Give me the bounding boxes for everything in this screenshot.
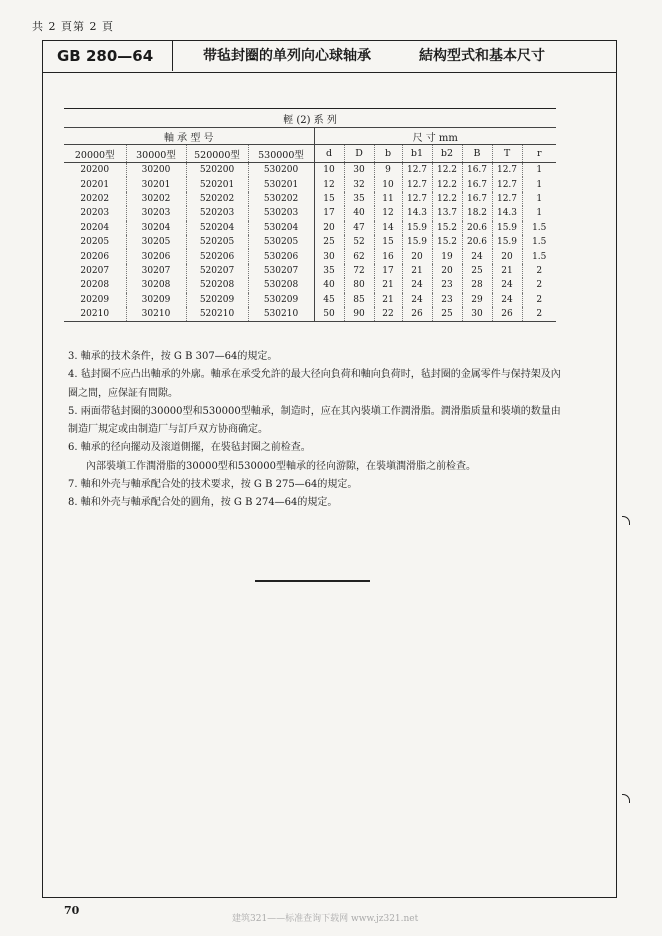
table-cell: 12.2	[432, 192, 462, 206]
table-row	[64, 177, 556, 191]
table-cell: 50	[314, 307, 344, 322]
table-cell: 15.2	[432, 221, 462, 235]
table-row	[64, 278, 556, 292]
table-cell: 25	[314, 235, 344, 249]
table-cell: 12.2	[432, 163, 462, 178]
table-cell: 1	[522, 163, 556, 178]
table-cell: 21	[374, 278, 402, 292]
table-cell: 30201	[126, 177, 186, 191]
column-header: 530000型	[248, 145, 314, 163]
table-cell: 10	[374, 177, 402, 191]
title-bar	[43, 41, 616, 73]
table-cell: 30	[344, 163, 374, 178]
table-cell: 1	[522, 206, 556, 220]
table-row	[64, 235, 556, 249]
table-cell: 1	[522, 192, 556, 206]
table-cell: 24	[492, 278, 522, 292]
standard-code: GB 280—64	[43, 41, 173, 71]
table-cell: 12.7	[402, 192, 432, 206]
table-row	[64, 206, 556, 220]
table-cell: 520204	[186, 221, 248, 235]
dimensions-table	[64, 108, 556, 322]
table-cell: 30205	[126, 235, 186, 249]
technical-notes	[68, 348, 568, 513]
table-cell: 520200	[186, 163, 248, 178]
table-cell: 12.2	[432, 177, 462, 191]
table-cell: 530203	[248, 206, 314, 220]
table-cell: 45	[314, 293, 344, 307]
table-cell: 23	[432, 293, 462, 307]
table-cell: 530209	[248, 293, 314, 307]
table-cell: 52	[344, 235, 374, 249]
table-cell: 30203	[126, 206, 186, 220]
table-cell: 20206	[80, 251, 110, 262]
column-header: b	[374, 145, 402, 163]
table-cell: 30209	[126, 293, 186, 307]
table-cell: 30	[314, 249, 344, 263]
table-cell: 20208	[80, 280, 110, 291]
table-cell: 35	[344, 192, 374, 206]
note-item: 7. 軸和外壳与軸承配合处的技术要求，按 G B 275—64的規定。	[68, 479, 358, 491]
note-item: 4. 毡封圈不应凸出軸承的外廓。軸承在承受允許的最大径向負荷和軸向負荷时，毡封圈的金属零件与保持架及內圈之間，应保証有間隙。	[68, 369, 561, 399]
table-cell: 80	[344, 278, 374, 292]
table-cell: 520201	[186, 177, 248, 191]
table-cell: 23	[432, 278, 462, 292]
table-cell: 530206	[248, 249, 314, 263]
table-cell: 30210	[126, 307, 186, 322]
table-cell: 530202	[248, 192, 314, 206]
note-item: 8. 軸和外壳与軸承配合处的圓角，按 G B 274—64的規定。	[68, 497, 338, 509]
table-cell: 62	[344, 249, 374, 263]
table-cell: 21	[402, 264, 432, 278]
table-cell: 2	[522, 307, 556, 322]
table-cell: 530207	[248, 264, 314, 278]
table-row	[64, 221, 556, 235]
column-header: b1	[402, 145, 432, 163]
table-cell: 30206	[126, 249, 186, 263]
table-cell: 20205	[80, 237, 110, 248]
table-cell: 26	[492, 307, 522, 322]
column-header: 520000型	[186, 145, 248, 163]
table-row	[64, 264, 556, 278]
table-row	[64, 163, 556, 178]
note-item: 5. 兩面带毡封圈的30000型和530000型軸承，制造时，应在其內裝塡工作潤滑脂。潤滑脂质量和裝塡的数量由制造厂規定或由制造厂与訂戶双方协商确定。	[68, 405, 561, 436]
table-cell: 520205	[186, 235, 248, 249]
table-cell: 40	[344, 206, 374, 220]
table-cell: 2	[522, 293, 556, 307]
table-cell: 1	[522, 177, 556, 191]
dimensions-group-header: 尺 寸 mm	[314, 128, 556, 145]
standard-subtitle: 結构型式和基本尺寸	[419, 48, 545, 64]
column-header: B	[462, 145, 492, 163]
table-cell: 15.9	[492, 235, 522, 249]
table-row	[64, 293, 556, 307]
table-cell: 12	[374, 206, 402, 220]
table-cell: 530200	[248, 163, 314, 178]
table-cell: 19	[432, 249, 462, 263]
table-cell: 21	[374, 293, 402, 307]
table-cell: 15.2	[432, 235, 462, 249]
table-cell: 21	[492, 264, 522, 278]
table-cell: 30204	[126, 221, 186, 235]
note-item: 內部裝塡工作潤滑脂的30000型和530000型軸承的径向游隙，在裝塡潤滑脂之前检查。	[86, 460, 476, 472]
standard-title: 带毡封圈的单列向心球轴承	[203, 48, 371, 64]
table-cell: 20200	[80, 165, 110, 176]
table-cell: 520206	[186, 249, 248, 263]
table-cell: 28	[462, 278, 492, 292]
table-row	[64, 307, 556, 322]
series-title: 輕 (2) 系 列	[64, 109, 556, 128]
column-header: 20000型	[64, 145, 126, 163]
table-cell: 530204	[248, 221, 314, 235]
table-cell: 20	[402, 249, 432, 263]
watermark: 建筑321——标准查询下载网 www.jz321.net	[232, 914, 419, 924]
table-cell: 2	[522, 278, 556, 292]
table-cell: 20209	[80, 294, 110, 305]
table-cell: 32	[344, 177, 374, 191]
note-item: 3. 軸承的技术条件，按 G B 307—64的規定。	[68, 351, 278, 362]
table-cell: 25	[462, 264, 492, 278]
table-cell: 20207	[80, 265, 110, 276]
table-cell: 30208	[126, 278, 186, 292]
table-cell: 17	[314, 206, 344, 220]
table-cell: 13.7	[432, 206, 462, 220]
margin-mark	[622, 516, 630, 525]
table-cell: 16	[374, 249, 402, 263]
table-cell: 16.7	[462, 177, 492, 191]
table-cell: 1.5	[522, 221, 556, 235]
table-cell: 20202	[80, 193, 110, 204]
table-cell: 530210	[248, 307, 314, 322]
table-cell: 24	[402, 278, 432, 292]
end-rule	[255, 580, 370, 582]
table-cell: 30200	[126, 163, 186, 178]
column-header: r	[522, 145, 556, 163]
table-cell: 15.9	[402, 235, 432, 249]
note-item: 6. 軸承的径向擺动及滚道側擺，在裝毡封圈之前检查。	[68, 442, 311, 454]
table-cell: 30	[462, 307, 492, 322]
table-cell: 12.7	[492, 192, 522, 206]
table-cell: 12.7	[492, 177, 522, 191]
table-cell: 22	[374, 307, 402, 322]
table-cell: 2	[522, 264, 556, 278]
table-cell: 520202	[186, 192, 248, 206]
table-cell: 15	[314, 192, 344, 206]
table-cell: 20203	[80, 208, 110, 219]
table-cell: 24	[492, 293, 522, 307]
margin-mark	[622, 794, 630, 803]
table-cell: 24	[402, 293, 432, 307]
column-header: D	[344, 145, 374, 163]
bearing-type-group-header: 軸 承 型 号	[64, 128, 314, 145]
page-number: 70	[64, 904, 80, 917]
table-cell: 14.3	[492, 206, 522, 220]
table-cell: 20	[492, 249, 522, 263]
table-cell: 530208	[248, 278, 314, 292]
table-cell: 29	[462, 293, 492, 307]
table-cell: 1.5	[522, 249, 556, 263]
table-cell: 16.7	[462, 163, 492, 178]
table-row	[64, 249, 556, 263]
table-cell: 530205	[248, 235, 314, 249]
table-cell: 85	[344, 293, 374, 307]
page-count-header: 共 2 頁第 2 頁	[32, 20, 114, 33]
table-cell: 20.6	[462, 221, 492, 235]
table-cell: 18.2	[462, 206, 492, 220]
table-cell: 14	[374, 221, 402, 235]
table-cell: 26	[402, 307, 432, 322]
table-cell: 12	[314, 177, 344, 191]
table-cell: 520203	[186, 206, 248, 220]
table-cell: 15	[374, 235, 402, 249]
column-header: b2	[432, 145, 462, 163]
table-cell: 12.7	[402, 177, 432, 191]
table-cell: 35	[314, 264, 344, 278]
table-cell: 530201	[248, 177, 314, 191]
table-cell: 72	[344, 264, 374, 278]
column-header: d	[314, 145, 344, 163]
table-cell: 12.7	[402, 163, 432, 178]
table-cell: 20204	[80, 222, 110, 233]
table-cell: 9	[374, 163, 402, 178]
table-cell: 20.6	[462, 235, 492, 249]
table-cell: 40	[314, 278, 344, 292]
table-cell: 20	[314, 221, 344, 235]
column-header: T	[492, 145, 522, 163]
table-cell: 20	[432, 264, 462, 278]
table-cell: 14.3	[402, 206, 432, 220]
table-cell: 520208	[186, 278, 248, 292]
table-cell: 520207	[186, 264, 248, 278]
table-cell: 10	[314, 163, 344, 178]
table-cell: 520210	[186, 307, 248, 322]
table-row	[64, 192, 556, 206]
table-cell: 17	[374, 264, 402, 278]
table-cell: 15.9	[492, 221, 522, 235]
table-cell: 24	[462, 249, 492, 263]
table-cell: 11	[374, 192, 402, 206]
table-cell: 47	[344, 221, 374, 235]
table-cell: 520209	[186, 293, 248, 307]
table-cell: 20201	[80, 179, 110, 190]
table-cell: 30202	[126, 192, 186, 206]
column-header: 30000型	[126, 145, 186, 163]
table-cell: 20210	[64, 307, 126, 322]
table-cell: 15.9	[402, 221, 432, 235]
table-cell: 12.7	[492, 163, 522, 178]
table-cell: 30207	[126, 264, 186, 278]
table-cell: 25	[432, 307, 462, 322]
table-cell: 1.5	[522, 235, 556, 249]
table-cell: 90	[344, 307, 374, 322]
table-cell: 16.7	[462, 192, 492, 206]
